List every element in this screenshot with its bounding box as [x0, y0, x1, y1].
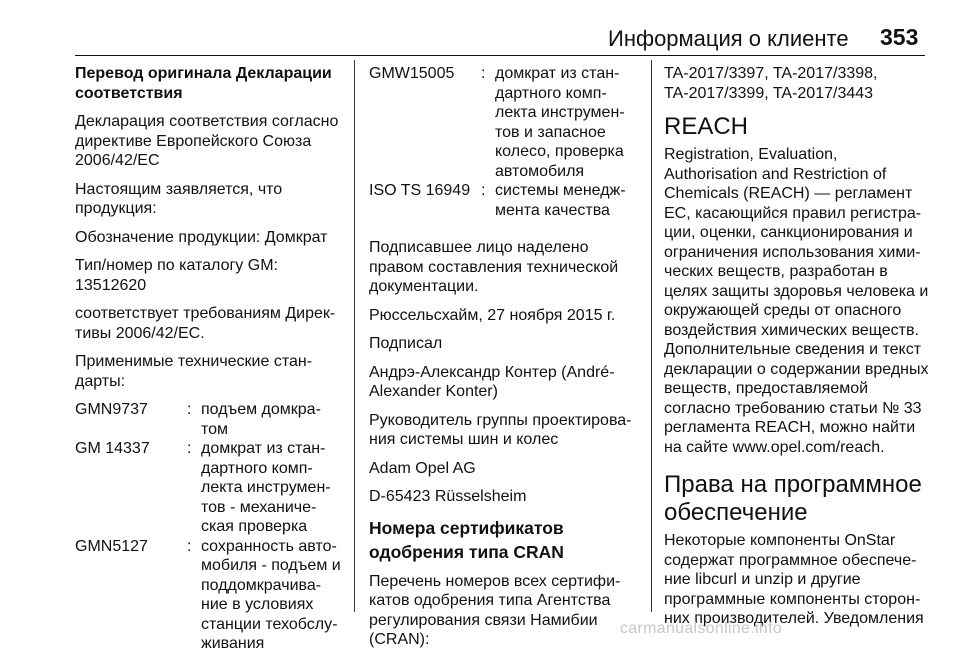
- reach-heading: REACH: [664, 113, 749, 140]
- text-line: веществ, предоставляемой: [664, 380, 869, 397]
- text-line: Дополнительные сведения и текст: [664, 341, 922, 358]
- text-line: ограничения использования хими-: [664, 243, 921, 261]
- product-designation: Обозначение продукции: Домкрат: [75, 228, 328, 246]
- standard-code: ISO TS 16949: [369, 182, 471, 199]
- standard-description: домкрат из стан- дартного комп- лекта инструмен- тов - механиче- ская проверка: [201, 440, 331, 535]
- standard-code: GMN9737: [75, 401, 148, 418]
- text-line: ЕС, касающийся правил регистра-: [664, 204, 922, 222]
- standard-description: подъем домкра- том: [201, 401, 321, 438]
- standard-row: [75, 400, 343, 439]
- signatory-paragraph: Подписавшее лицо наделено правом составления технической документации.: [369, 239, 619, 295]
- standard-row: [369, 181, 645, 220]
- text-line: декларации о содержании вредных: [664, 360, 929, 378]
- standard-code: GMN5127: [75, 537, 148, 555]
- column-divider-1: [354, 60, 355, 612]
- cran-numbers: TA-2017/3397, TA-2017/3398, TA-2017/3399, TA-2017/3443: [664, 65, 878, 102]
- software-rights-heading: Права на программное обеспечение: [664, 471, 922, 526]
- translation-heading: Перевод оригинала Декларации соответствия: [75, 65, 332, 102]
- text-line: окружающей среды от опасного: [664, 302, 902, 319]
- text-line: регламента REACH, можно найти: [664, 419, 916, 436]
- standard-separator: :: [187, 537, 192, 555]
- standard-description: домкрат из стан- дартного комп- лекта инструмен- тов и запасное колесо, проверка автомобиля: [495, 65, 625, 180]
- column-3: [664, 64, 936, 638]
- standard-description: системы менедж- мента качества: [495, 182, 626, 219]
- signed-label: Подписал: [369, 335, 443, 352]
- standard-separator: :: [481, 65, 486, 82]
- text-line: Некоторые компоненты OnStar: [664, 532, 896, 549]
- text-line: ческих веществ, разработан в: [664, 263, 888, 280]
- standard-description: сохранность авто- мобиля - подъем и поддомкрачива- ние в условиях станции техобслу- живания: [201, 537, 341, 652]
- company-address: D-65423 Rüsselsheim: [369, 488, 527, 505]
- column-divider-2: [651, 60, 652, 612]
- text-line: содержат программное обеспече-: [664, 551, 917, 569]
- text-line: ние libcurl и unzip и другие: [664, 571, 861, 588]
- cran-heading: Номера сертификатов одобрения типа CRAN: [369, 517, 564, 562]
- cran-paragraph: Перечень номеров всех сертифи- катов одобрения типа Агентства регулирования связи Намибии (CRAN):: [369, 572, 621, 648]
- standard-separator: :: [481, 182, 486, 199]
- statement-paragraph: Настоящим заявляется, что продукция:: [75, 180, 283, 217]
- standard-row: [75, 537, 343, 654]
- reach-paragraph: [664, 145, 936, 457]
- header-rule: [75, 55, 925, 56]
- conformity-paragraph: соответствует требованиям Дирек- тивы 2006/42/EC.: [75, 305, 336, 342]
- watermark-text: carmanualsonline.info: [620, 620, 782, 637]
- section-title: Информация о клиенте: [608, 26, 849, 51]
- text-line: программные компоненты сторон-: [664, 590, 921, 608]
- text-line: Authorisation and Restriction of: [664, 165, 887, 183]
- standard-code: GM 14337: [75, 440, 150, 457]
- text-line: целях защиты здоровья человека и: [664, 282, 929, 300]
- column-2: [369, 64, 645, 659]
- declaration-paragraph: Декларация соответствия согласно директиве Европейского Союза 2006/42/EC: [75, 113, 339, 169]
- page-number: 353: [880, 24, 919, 50]
- company-name: Adam Opel AG: [369, 459, 476, 477]
- signer-position: Руководитель группы проектирова- ния системы шин и колес: [369, 411, 632, 448]
- software-paragraph: [664, 531, 936, 629]
- standard-code: GMW15005: [369, 65, 455, 82]
- text-line: воздействия химических веществ.: [664, 321, 919, 339]
- place-date: Рюссельсхайм, 27 ноября 2015 г.: [369, 306, 616, 324]
- text-line: на сайте www.opel.com/reach.: [664, 438, 885, 456]
- column-1: [75, 64, 343, 654]
- text-line: них производителей. Уведомления: [664, 610, 924, 627]
- standard-separator: :: [187, 440, 192, 457]
- standard-row: [369, 64, 645, 181]
- text-line: согласно требованию статьи № 33: [664, 399, 922, 417]
- text-line: Registration, Evaluation,: [664, 146, 838, 163]
- standards-intro: Применимые технические стан- дарты:: [75, 353, 313, 390]
- standard-separator: :: [187, 401, 192, 418]
- text-line: Chemicals (REACH) — регламент: [664, 185, 913, 202]
- catalog-number: Тип/номер по каталогу GM: 13512620: [75, 257, 278, 294]
- standard-row: [75, 439, 343, 537]
- text-line: ции, оценки, санкционирования и: [664, 224, 913, 241]
- signer-name: Андрэ-Александр Контер (André- Alexander Konter): [369, 363, 615, 400]
